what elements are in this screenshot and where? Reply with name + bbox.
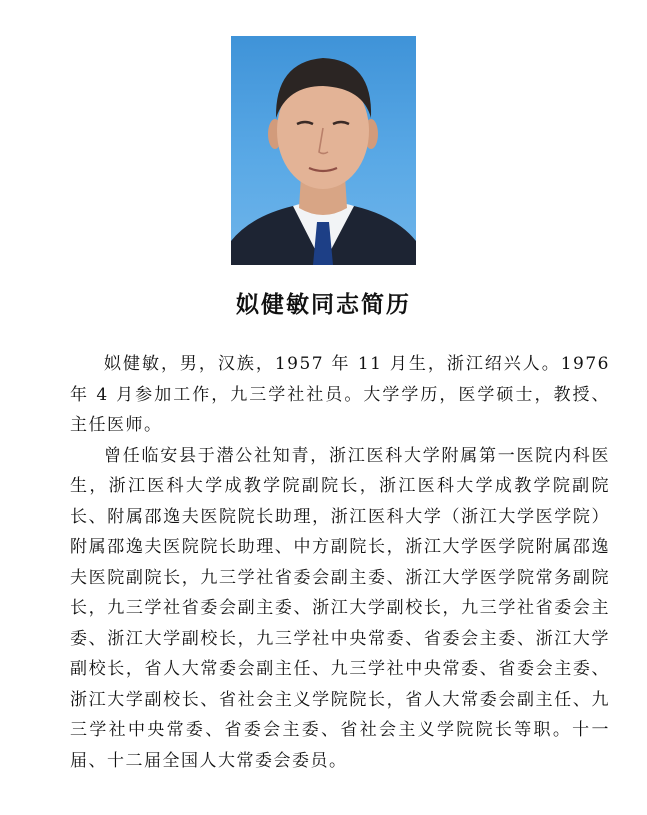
page-title: 姒健敏同志简历	[236, 292, 411, 318]
bio-paragraph-2: 曾任临安县于潜公社知青，浙江医科大学附属第一医院内科医生，浙江医科大学成教学院副院长，浙江医科大学成教学院副院长、附属邵逸夫医院院长助理，浙江医科大学（浙江大学医学院）附属邵逸夫医院院长助理、中方副院长，浙江大学医学院附属邵逸夫医院副院长，九三学社省委会副主委、浙江大学医学院常务副院长，九三学社省委会副主委、浙江大学副校长，九三学社省委会主委、浙江大学副校长，九三学社中央常委、省委会主委、浙江大学副校长，省人大常委会副主任、九三学社中央常委、省委会主委、浙江大学副校长、省社会主义学院院长，省人大常委会副主任、九三学社中央常委、省委会主委、省社会主义学院院长等职。十一届、十二届全国人大常委会委员。	[70, 445, 610, 771]
bio-paragraph-1: 姒健敏，男，汉族，1957 年 11 月生，浙江绍兴人。1976 年 4 月参加工作，九三学社社员。大学学历，医学硕士，教授、主任医师。	[70, 354, 610, 435]
person-silhouette-icon	[231, 36, 416, 265]
biography-text	[70, 349, 610, 776]
portrait-photo	[231, 36, 416, 265]
